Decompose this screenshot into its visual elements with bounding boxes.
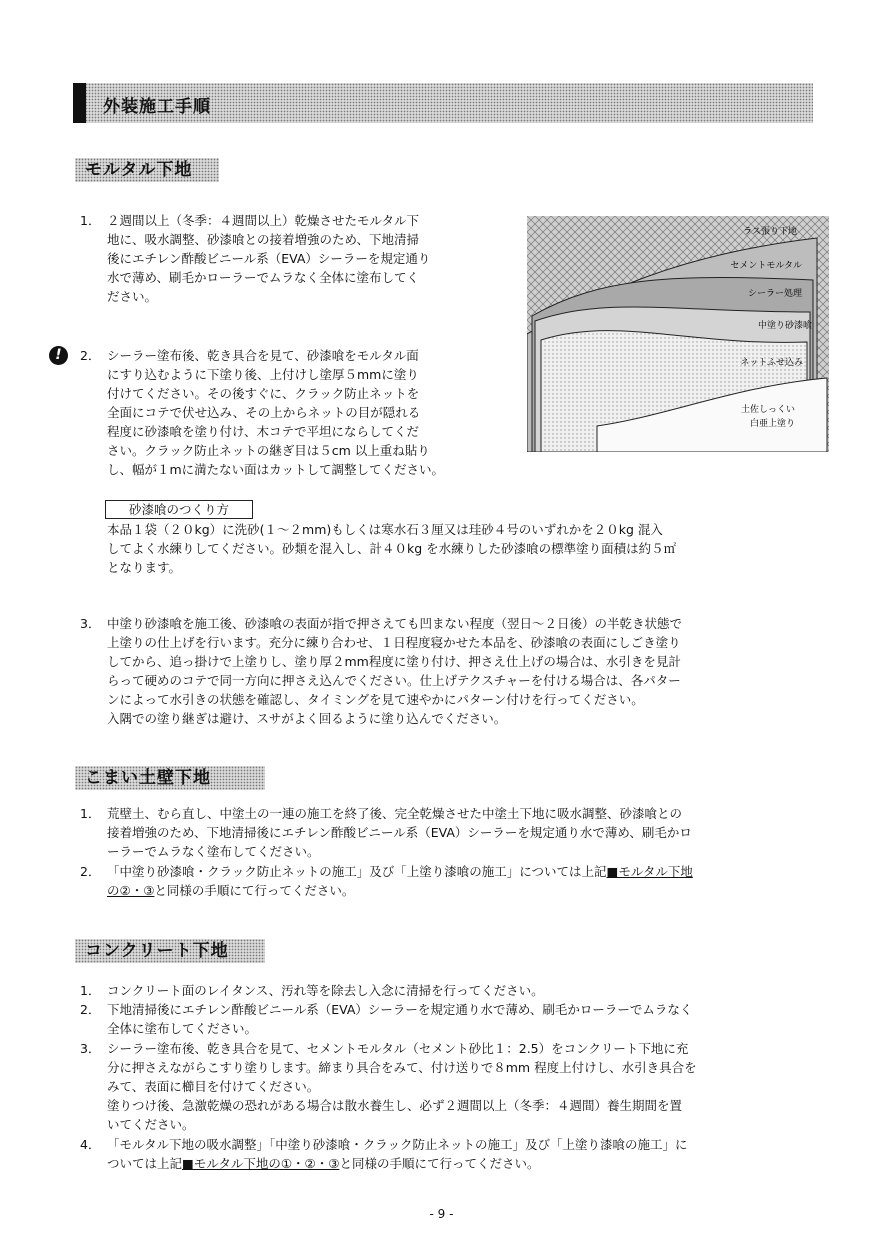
recipe-line: してよく水練りしてください。砂類を混入し、計４０kg を水練りした砂漆喰の標準塗り面積は約５㎡ — [107, 541, 677, 556]
section-heading-concrete-text: コンクリート下地 — [85, 941, 229, 961]
section-heading-komai-text: こまい土壁下地 — [85, 768, 211, 788]
cross-reference: の②・③ — [107, 883, 155, 898]
item-line: 後にエチレン酢酸ビニール系（EVA）シーラーを規定通り — [107, 251, 431, 266]
item-number: 2． — [80, 864, 101, 879]
recipe-text — [107, 520, 767, 577]
item-line: 下地清掃後にエチレン酢酸ビニール系（EVA）シーラーを規定通り水で薄め、刷毛かローラーでムラなく — [107, 1002, 693, 1017]
recipe-line: 本品１袋（２０kg）に洗砂(１～２mm)もしくは寒水石３厘又は珪砂４号のいずれかを２０kg 混入 — [107, 522, 663, 537]
item-line: し、幅が１mに満たない面はカットして調整してください。 — [107, 462, 445, 477]
page-number: - 9 - — [429, 1207, 454, 1221]
item-number: 3． — [80, 1041, 101, 1056]
item-line: いてください。 — [107, 1117, 195, 1132]
item-line: さい。クラック防止ネットの継ぎ目は５cm 以上重ね貼り — [107, 443, 430, 458]
item-line: してから、追っ掛けで上塗りし、塗り厚２mm程度に塗り付け、押さえ仕上げの場合は、水引きを見計 — [107, 654, 681, 669]
section-heading-komai — [75, 766, 265, 790]
item-line: 中塗り砂漆喰を施工後、砂漆喰の表面が指で押さえても凹まない程度（翌日～２日後）の半乾き状態で — [107, 616, 683, 631]
item-line: 付けてください。その後すぐに、クラック防止ネットを — [107, 386, 420, 401]
item-line: 接着増強のため、下地清掃後にエチレン酢酸ビニール系（EVA）シーラーを規定通り水で薄め、刷毛かロ — [107, 825, 692, 840]
warning-icon: ! — [49, 346, 68, 365]
layer-label: セメントモルタル — [730, 261, 802, 271]
item-text: と同様の手順にて行ってください。 — [154, 883, 355, 898]
item-number: 2． — [80, 348, 101, 363]
item-line: 分に押さえながらこすり塗りします。締まり具合をみて、付け送りで８mm 程度上付けし、水引き具合を — [107, 1060, 697, 1075]
item-line: 「モルタル下地の吸水調整」「中塗り砂漆喰・クラック防止ネットの施工」及び「上塗り漆喰の施工」に — [107, 1137, 688, 1152]
item-line: 地に、吸水調整、砂漆喰との接着増強のため、下地清掃 — [107, 232, 420, 247]
item-line: みて、表面に櫛目を付けてください。 — [107, 1079, 320, 1094]
item-line: シーラー塗布後、乾き具合を見て、砂漆喰をモルタル面 — [107, 348, 419, 363]
item-line: 程度に砂漆喰を塗り付け、木コテで平坦にならしてくだ — [107, 424, 420, 439]
item-number: 4． — [80, 1137, 101, 1152]
item-line: 塗りつけ後、急激乾燥の恐れがある場合は散水養生し、必ず２週間以上（冬季：４週間）養生期間を置 — [107, 1098, 683, 1113]
item-line: ーラーでムラなく塗布してください。 — [107, 844, 320, 859]
item-number: 1． — [80, 983, 101, 998]
title-bar-marker — [73, 83, 86, 123]
recipe-label: 砂漆喰のつくり方 — [105, 500, 253, 519]
layer-label: シーラー処理 — [747, 289, 802, 299]
item-text: と同様の手順にて行ってください。 — [339, 1156, 540, 1171]
section-title-bar — [73, 83, 813, 123]
item-line: コンクリート面のレイタンス、汚れ等を除去し入念に清掃を行ってください。 — [107, 983, 544, 998]
item-line: 水で薄め、刷毛かローラーでムラなく全体に塗布してく — [107, 270, 420, 285]
item-line: ンによって水引きの状態を確認し、タイミングを見て速やかにパターン付けを行ってください。 — [107, 692, 644, 707]
item-line: 全体に塗布してください。 — [107, 1021, 258, 1036]
section-heading-mortar — [75, 158, 219, 182]
item-line: ２週間以上（冬季：４週間以上）乾燥させたモルタル下 — [107, 213, 420, 228]
layer-label: ラス張り下地 — [743, 227, 797, 237]
section-heading-concrete — [75, 939, 265, 963]
item-text: 「中塗り砂漆喰・クラック防止ネットの施工」及び「上塗り漆喰の施工」については上記 — [107, 864, 607, 879]
item-line: にすり込むように下塗り後、上付けし塗厚５mmに塗り — [107, 367, 419, 382]
item-line: ださい。 — [107, 289, 158, 304]
item-number: 1． — [80, 213, 101, 228]
layer-label: 中塗り砂漆喰 — [757, 321, 812, 331]
item-line: 全面にコテで伏せ込み、その上からネットの目が隠れる — [107, 405, 421, 420]
item-text: ついては上記 — [107, 1156, 183, 1171]
layer-label: ネットふせ込み — [740, 358, 803, 368]
section-heading-mortar-text: モルタル下地 — [85, 160, 193, 180]
item-line: 入隅での塗り継ぎは避け、スサがよく回るように塗り込んでください。 — [107, 711, 507, 726]
item-number: 1． — [80, 806, 101, 821]
item-number: 3． — [80, 616, 101, 631]
layer-label: 土佐しっくい — [740, 405, 795, 415]
recipe-line: となります。 — [107, 560, 182, 575]
item-line: 荒壁土、むら直し、中塗土の一連の施工を終了後、完全乾燥させた中塗土下地に吸水調整、砂漆喰との — [107, 806, 683, 821]
item-line: シーラー塗布後、乾き具合を見て、セメントモルタル（セメント砂比１：2.5）をコンクリート下地に充 — [107, 1041, 689, 1056]
item-line: 上塗りの仕上げを行います。充分に練り合わせ、１日程度寝かせた本品を、砂漆喰の表面にしごき塗り — [107, 635, 681, 650]
page-title: 外装施工手順 — [103, 97, 211, 117]
cross-reference: ■モルタル下地 — [606, 864, 693, 879]
cross-reference: ■モルタル下地の①・②・③ — [182, 1156, 340, 1171]
item-number: 2． — [80, 1002, 101, 1017]
layer-label: 白亜上塗り — [749, 419, 795, 429]
item-line: らって硬めのコテで同一方向に押さえ込んでください。仕上げテクスチャーを付ける場合は、各パター — [107, 673, 681, 688]
layer-diagram — [527, 216, 829, 452]
